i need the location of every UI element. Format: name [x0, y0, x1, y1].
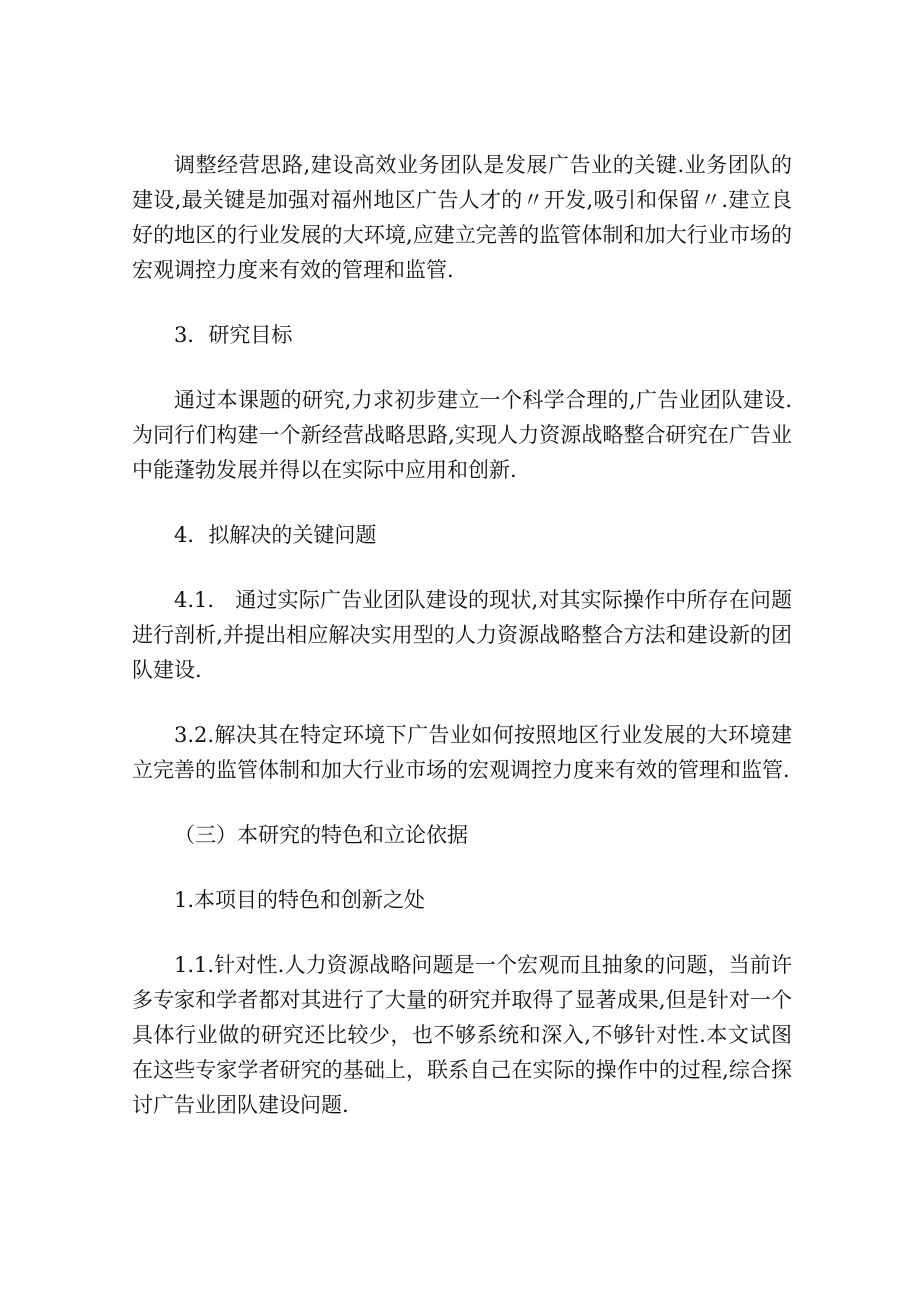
- heading-key-problems: 4．拟解决的关键问题: [174, 523, 377, 547]
- paragraph-research-goal: 通过本课题的研究,力求初步建立一个科学合理的,广告业团队建设.为同行们构建一个新经营战略思路,实现人力资源战略整合研究在广告业中能蓬勃发展并得以在实际中应用和创新.: [132, 388, 792, 482]
- paragraph-problem-3-2: 3.2.解决其在特定环境下广告业如何按照地区行业发展的大环境建立完善的监管体制和加大行业市场的宏观调控力度来有效的管理和监管.: [132, 723, 792, 782]
- document-body: [132, 148, 792, 1153]
- heading-project-features: 1.本项目的特色和创新之处: [174, 888, 426, 912]
- heading-features-basis: （三）本研究的特色和立论依据: [174, 823, 468, 847]
- heading-research-goal: 3．研究目标: [174, 323, 293, 347]
- paragraph-intro: 调整经营思路,建设高效业务团队是发展广告业的关键.业务团队的建设,最关键是加强对福州地区广告人才的〃开发,吸引和保留〃.建立良好的地区的行业发展的大环境,应建立完善的监管体制和加大行业市场的宏观调控力度来有效的管理和监管.: [132, 153, 792, 282]
- paragraph-targeted: 1.1.针对性.人力资源战略问题是一个宏观而且抽象的问题，当前许多专家和学者都对其进行了大量的研究并取得了显著成果,但是针对一个具体行业做的研究还比较少，也不够系统和深入,不够针对性.本文试图在这些专家学者研究的基础上，联系自己在实际的操作中的过程,综合探讨广告业团队建设问题.: [132, 953, 792, 1117]
- paragraph-problem-4-1: 4.1. 通过实际广告业团队建设的现状,对其实际操作中所存在问题进行剖析,并提出相应解决实用型的人力资源战略整合方法和建设新的团队建设.: [132, 588, 792, 682]
